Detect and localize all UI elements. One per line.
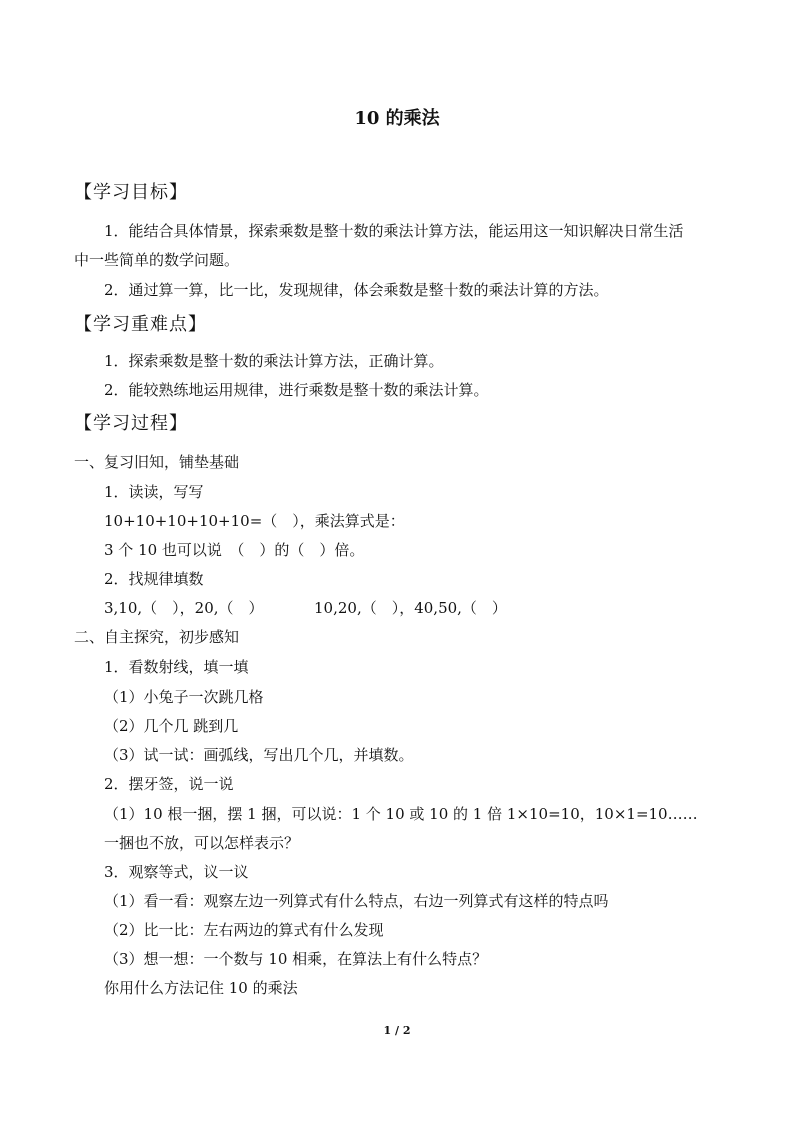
page-title: 10 的乘法 [354, 108, 440, 129]
part-1-sequence-a: 3,10,（ ），20,（ ） [104, 599, 264, 617]
part-2-title: 二、自主探究，初步感知 [74, 628, 240, 646]
part-2-question-3-c: （3）想一想：一个数与 10 相乘，在算法上有什么特点？ [104, 950, 488, 968]
part-2-question-1-c: （3）试一试：画弧线，写出几个几，并填数。 [104, 746, 414, 764]
section-heading-process: 【学习过程】 [74, 413, 188, 434]
part-2-question-1: 1．看数射线，填一填 [104, 658, 249, 676]
part-2-question-2: 2．摆牙签，说一说 [104, 775, 234, 793]
goal-item-1-line-1: 1．能结合具体情景，探索乘数是整十数的乘法计算方法，能运用这一知识解决日常生活 [104, 222, 684, 240]
part-1-sequence-b: 10,20,（ ），40,50,（ ） [314, 599, 507, 617]
part-2-question-2-a: （1）10 根一捆，摆 1 捆，可以说：1 个 10 或 10 的 1 倍 1×10=10，10×1=10…… [104, 805, 698, 823]
page-number: 1 / 2 [383, 1024, 411, 1037]
part-2-question-3-d: 你用什么方法记住 10 的乘法 [104, 979, 298, 997]
part-1-question-1: 1．读读，写写 [104, 483, 204, 501]
part-1-question-1-line-2: 3 个 10 也可以说 （ ）的（ ）倍。 [104, 541, 365, 559]
part-2-question-3: 3．观察等式，议一议 [104, 863, 249, 881]
key-point-item-2: 2．能较熟练地运用规律，进行乘数是整十数的乘法计算。 [104, 381, 489, 399]
section-heading-key-points: 【学习重难点】 [74, 314, 207, 335]
part-2-question-3-a: （1）看一看：观察左边一列算式有什么特点，右边一列算式有这样的特点吗 [104, 892, 609, 910]
goal-item-1-line-2: 中一些简单的数学问题。 [74, 251, 240, 269]
part-1-question-2: 2．找规律填数 [104, 570, 204, 588]
section-heading-goals: 【学习目标】 [74, 182, 188, 203]
part-2-question-1-b: （2）几个几 跳到几 [104, 717, 239, 735]
goal-item-2: 2．通过算一算，比一比，发现规律，体会乘数是整十数的乘法计算的方法。 [104, 281, 609, 299]
key-point-item-1: 1．探索乘数是整十数的乘法计算方法，正确计算。 [104, 352, 444, 370]
part-2-question-3-b: （2）比一比：左右两边的算式有什么发现 [104, 921, 384, 939]
part-1-question-1-line-1: 10+10+10+10+10=（ ），乘法算式是： [104, 512, 405, 530]
part-1-title: 一、复习旧知，铺垫基础 [74, 453, 240, 471]
part-2-question-2-b: 一捆也不放，可以怎样表示？ [104, 834, 300, 852]
part-2-question-1-a: （1）小兔子一次跳几格 [104, 688, 264, 706]
